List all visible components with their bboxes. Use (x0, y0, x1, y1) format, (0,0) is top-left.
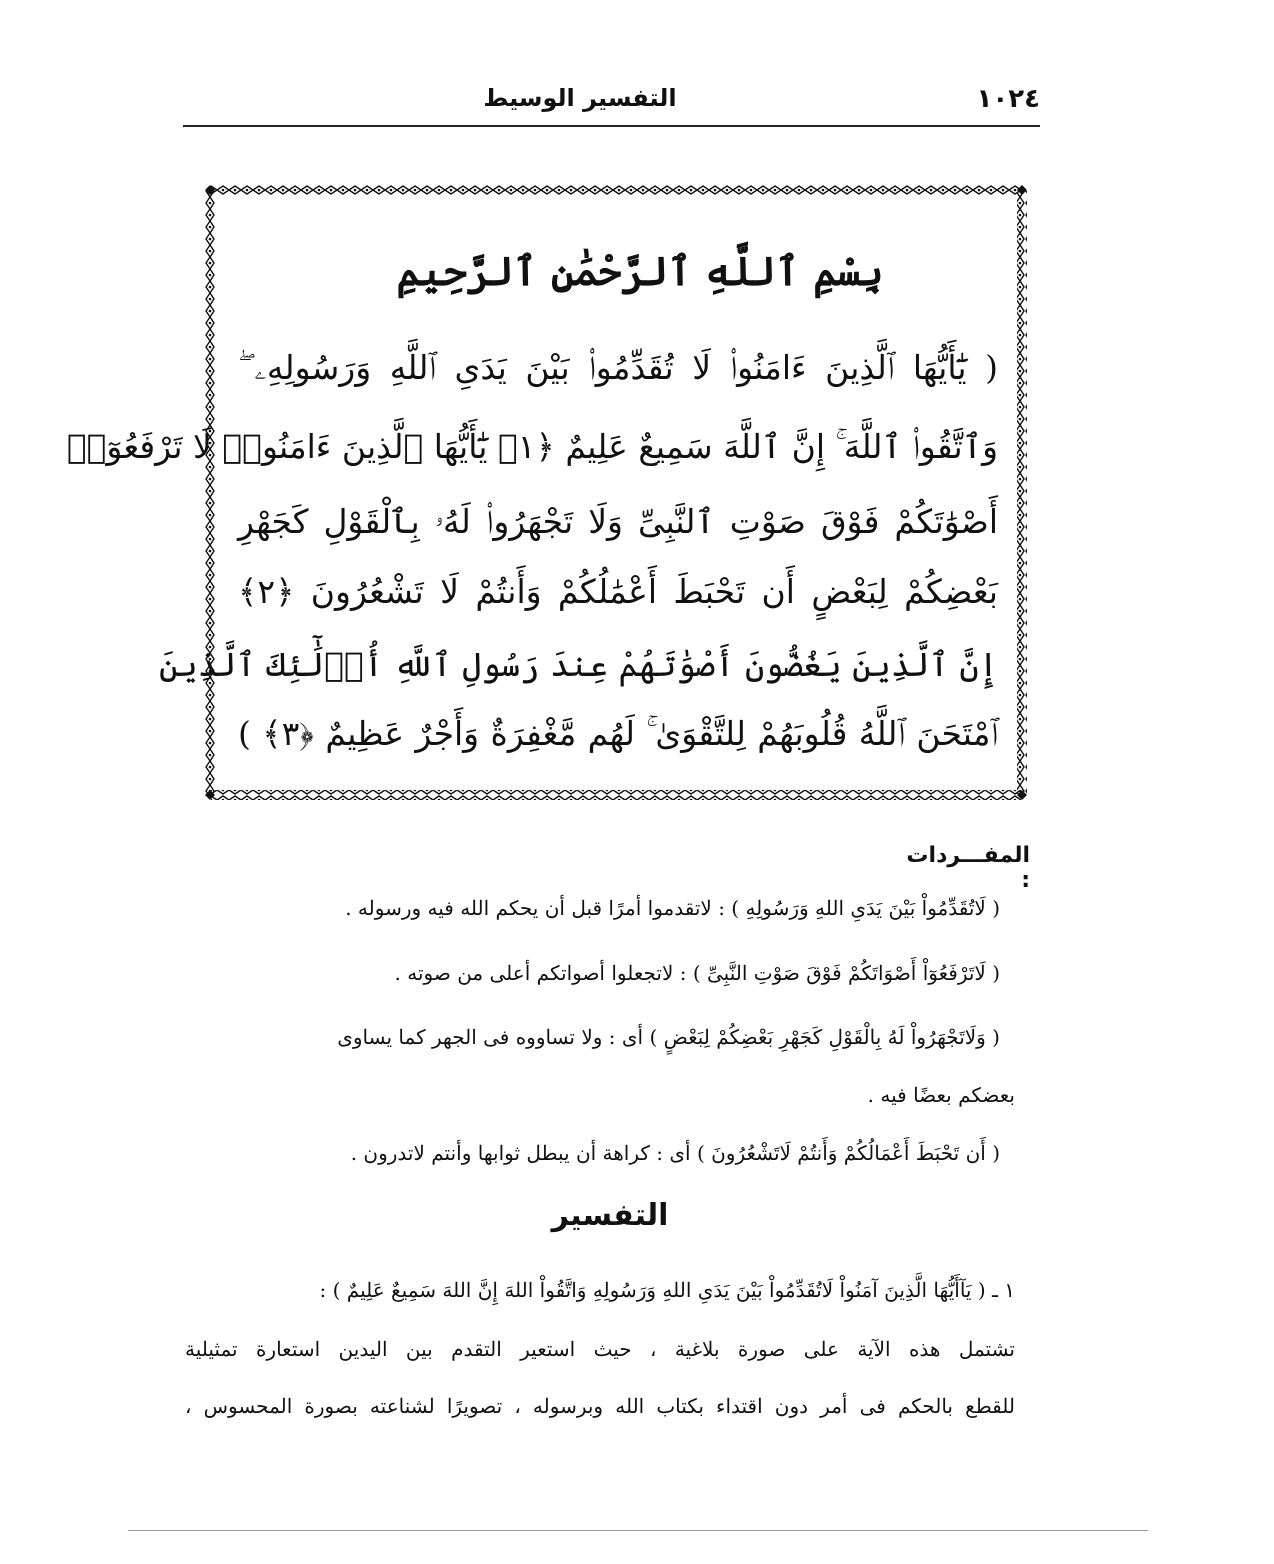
header-divider (183, 125, 1040, 127)
verse-line: بَعْضِكُمْ لِبَعْضٍ أَن تَحْبَطَ أَعْمَٰلُكُمْ وَأَنتُمْ لَا تَشْعُرُونَ ﴿٢﴾ (238, 572, 998, 611)
verse-line: وَٱتَّقُوا۟ ٱللَّهَ ۚ إِنَّ ٱللَّهَ سَمِيعٌ عَلِيمٌ ﴿١﴾ يَٰٓأَيُّهَا ٱلَّذِينَ ءَامَنُوا۟ لَا تَرْفَعُوٓا۟ (66, 427, 998, 466)
page-number: ١٠٢٤ (976, 84, 1040, 114)
verse-line: إِنَّ ٱلَّذِينَ يَغُضُّونَ أَصْوَٰتَهُمْ عِندَ رَسُولِ ٱللَّهِ أُو۟لَٰٓئِكَ ٱلَّذِينَ (159, 645, 998, 684)
tafsir-body-line: للقطع بالحكم فى أمر دون اقتداء بكتاب الله وبرسوله ، تصويرًا لشناعته بصورة المحسوس ، (185, 1394, 1015, 1418)
tafsir-body-line: تشتمل هذه الآية على صورة بلاغية ، حيث استعير التقدم بين اليدين استعارة تمثيلية (185, 1337, 1015, 1361)
footer-divider (128, 1530, 1148, 1531)
gloss-item-continuation: بعضكم بعضًا فيه . (867, 1083, 1015, 1107)
verse-line: أَصْوَٰتَكُمْ فَوْقَ صَوْتِ ٱلنَّبِىِّ وَلَا تَجْهَرُوا۟ لَهُۥ بِٱلْقَوْلِ كَجَهْرِ (238, 502, 998, 541)
vocabulary-heading: المفـــردات : (906, 843, 1030, 893)
gloss-item: ( لَاتُقَدِّمُواْ بَيْنَ يَدَىِ اللهِ وَرَسُولِهِ ) : لاتقدموا أمرًا قبل أن يحكم الله فيه ورسوله . (345, 896, 1000, 920)
gloss-item: ( وَلَاتَجْهَرُواْ لَهُ بِالْقَوْلِ كَجَهْرِ بَعْضِكُمْ لِبَعْضٍ ) أى : ولا تساووه فى الجهر كما يساوى (337, 1025, 1000, 1049)
basmala: بِسْمِ ٱللَّهِ ٱلرَّحْمَٰنِ ٱلرَّحِيمِ (396, 248, 884, 295)
gloss-item: ( لَاتَرْفَعُوٓاْ أَصْوَاتَكُمْ فَوْقَ صَوْتِ النَّبِىِّ ) : لاتجعلوا أصواتكم أعلى من صوته . (394, 961, 1000, 985)
tafsir-verse-reference: ١ ـ ( يَآأَيُّهَا الَّذِينَ آمَنُواْ لَاتُقَدِّمُواْ بَيْنَ يَدَىِ اللهِ وَرَسُولِهِ وَاتَّقُواْ اللهَ إِنَّ اللهَ سَمِيعٌ عَلِيمٌ ) : (319, 1278, 1015, 1302)
verse-line: ٱمْتَحَنَ ٱللَّهُ قُلُوبَهُمْ لِلتَّقْوَىٰ ۚ لَهُم مَّغْفِرَةٌ وَأَجْرٌ عَظِيمٌ ﴿٣﴾ ) (238, 714, 998, 753)
verse-line: ( يَٰٓأَيُّهَا ٱلَّذِينَ ءَامَنُوا۟ لَا تُقَدِّمُوا۟ بَيْنَ يَدَىِ ٱللَّهِ وَرَسُولِهِۦ ۖ (238, 348, 998, 387)
tafsir-heading: التفسير (551, 1198, 669, 1233)
book-title: التفسير الوسيط (483, 84, 677, 112)
gloss-item: ( أَن تَحْبَطَ أَعْمَالُكُمْ وَأَنتُمْ لَاتَشْعُرُونَ ) أى : كراهة أن يبطل ثوابها وأنتم لاتدرون . (350, 1141, 1000, 1165)
